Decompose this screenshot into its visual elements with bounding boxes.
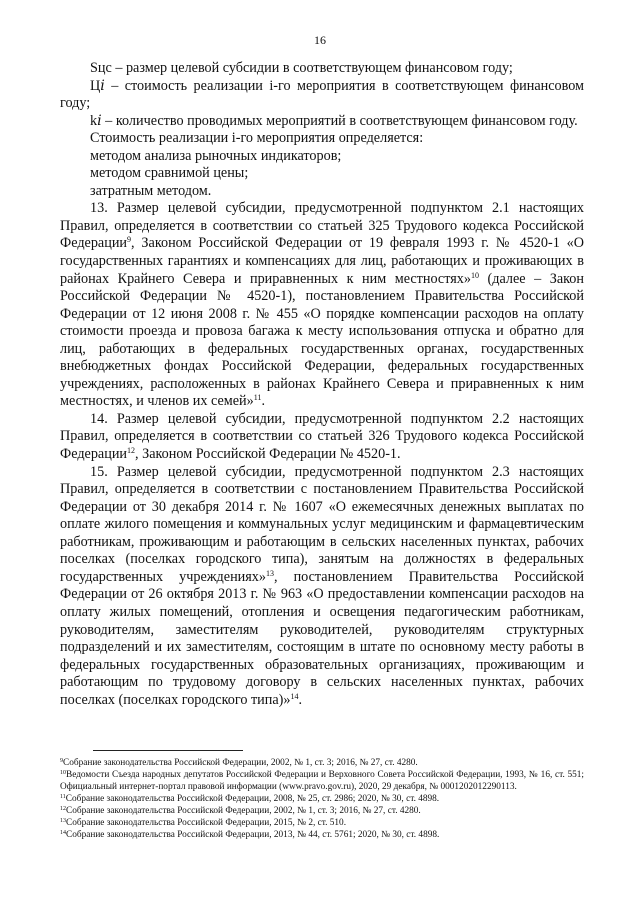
footnote-reference: 13: [265, 568, 274, 578]
paragraph-text: , постановлением Правительства Российской Федерации от 26 октября 2013 г. № 963 «О предоставлении компенсации расходов на оплату жилых помещений, отопления и освещения педагогическим работникам, руководителям, заместителям руководителей, руководителям структурных подразделений и их заместителям, состоящим в штате по основному месту работы в федеральных государственных образовательных организациях, проживающим и работающим по трудовому договору в сельских населенных пунктах, рабочих поселках (поселках городского типа)»: [60, 568, 584, 708]
paragraph: Стоимость реализации i-го мероприятия определяется:: [90, 130, 424, 147]
footnote: [60, 757, 584, 769]
footnote-text: Собрание законодательства Российской Федерации, 2015, № 2, ст. 510.: [66, 818, 347, 828]
paragraph-text: .: [298, 691, 303, 708]
footnote: [60, 829, 584, 841]
document-body: [60, 60, 584, 709]
footnote-number: 12: [60, 806, 66, 812]
footnotes: [60, 757, 584, 841]
footnote-reference: 9: [127, 235, 132, 245]
footnote-reference: 11: [253, 393, 262, 403]
footnote: [60, 817, 584, 829]
paragraph-text: 15. Размер целевой субсидии, предусмотренной подпунктом 2.3 настоящих Правил, определяется в соответствии с постановлением Правительства Российской Федерации от 30 декабря 2014 г. № 1607 «О ежемесячных денежных выплатах по оплате жилого помещения и коммунальных услуг медицинским и фармацевтическим работникам, проживающим и работающим в сельских населенных пунктах, рабочих поселках (поселках городского типа), занятым на должностях в федеральных государственных учреждениях»: [60, 463, 584, 585]
footnote-number: 10: [60, 770, 66, 776]
page-number: 16: [314, 33, 326, 47]
footnote: [60, 805, 584, 817]
paragraph-text: 13. Размер целевой субсидии, предусмотренной подпунктом 2.1 настоящих Правил, определяется в соответствии со статьей 325 Трудового кодекса Российской Федерации: [60, 200, 584, 252]
footnote-text: Собрание законодательства Российской Федерации, 2008, № 25, ст. 2986; 2020, № 30, ст. 4898.: [65, 794, 440, 804]
footnote-reference: 12: [127, 446, 136, 456]
paragraph: Sцс – размер целевой субсидии в соответствующем финансовом году;: [90, 60, 513, 76]
paragraph: k𝑖 – количество проводимых мероприятий в соответствующем финансовом году.: [90, 112, 578, 129]
paragraph: [60, 200, 584, 411]
paragraph: затратным методом.: [90, 182, 212, 199]
footnote-number: 11: [60, 794, 66, 800]
paragraph: [60, 411, 584, 464]
paragraph: [60, 464, 584, 710]
paragraph-text: 14. Размер целевой субсидии, предусмотренной подпунктом 2.2 настоящих Правил, определяется в соответствии со статьей 326 Трудового кодекса Российской Федерации: [60, 410, 584, 463]
footnote-text: Собрание законодательства Российской Федерации, 2002, № 1, ст. 3; 2016, № 27, ст. 4280.: [66, 806, 421, 816]
footnote: [60, 793, 584, 805]
paragraph: методом сравнимой цены;: [90, 165, 249, 182]
footnote-number: 14: [60, 830, 66, 836]
footnote: [60, 769, 584, 793]
paragraph-text: , Законом Российской Федерации № 4520-1.: [135, 446, 401, 463]
paragraph: методом анализа рыночных индикаторов;: [90, 147, 342, 164]
footnote-text: Собрание законодательства Российской Федерации, 2013, № 44, ст. 5761; 2020, № 30, ст. 4898.: [66, 830, 440, 840]
paragraph-text: (далее – Закон Российской Федерации № 4520-1), постановлением Правительства Российской Федерации от 12 июня 2008 г. № 455 «О порядке компенсации расходов на оплату стоимости проезда и провоза багажа к месту использования отпуска и обратно для лиц, работающих в федеральных государственных органах, государственных внебюджетных фондах Российской Федерации, федеральных государственных учреждениях, расположенных в районах Крайнего Севера и приравненных к ним местностях, и членов их семей»: [60, 270, 584, 410]
footnote-divider: [93, 750, 243, 751]
paragraph: Ц𝑖 – стоимость реализации i-го мероприятия в соответствующем финансовом году;: [60, 77, 584, 112]
footnote-reference: 14: [290, 691, 299, 701]
footnote-reference: 10: [470, 270, 479, 280]
paragraph-text: , Законом Российской Федерации от 19 февраля 1993 г. № 4520-1 «О государственных гарантиях и компенсациях для лиц, работающих и проживающих в районах Крайнего Севера и приравненных к ним местностях»: [60, 235, 584, 287]
footnote-text: Ведомости Съезда народных депутатов Российской Федерации и Верховного Совета Российской Федерации, 1993, № 16, ст. 551; Официальный интернет-портал правовой информации (www.pravo.gov.ru), 2020, 29 декабря, № 0001202012290113.: [60, 770, 584, 792]
footnote-number: 13: [60, 818, 66, 824]
footnote-number: 9: [60, 758, 63, 764]
footnote-text: Собрание законодательства Российской Федерации, 2002, № 1, ст. 3; 2016, № 27, ст. 4280.: [63, 758, 418, 768]
paragraph-text: .: [261, 393, 265, 410]
